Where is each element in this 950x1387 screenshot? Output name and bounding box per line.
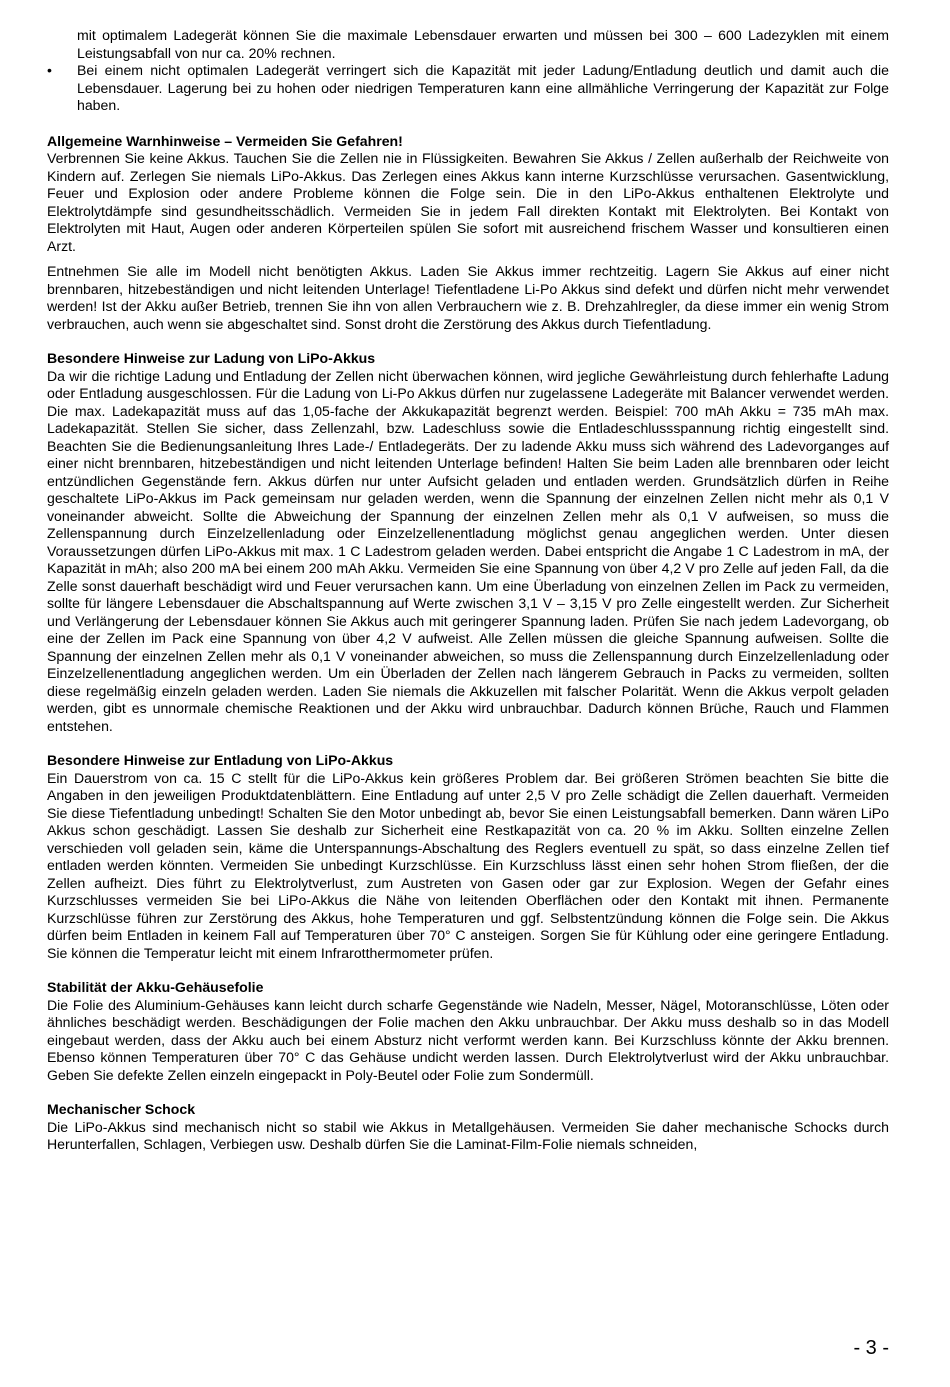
section-heading: Mechanischer Schock	[47, 1101, 196, 1117]
section-heading: Allgemeine Warnhinweise – Vermeiden Sie Gefahren!	[47, 132, 403, 149]
section-discharging	[47, 752, 889, 962]
bullet-list	[47, 27, 889, 115]
document-page	[47, 27, 889, 1154]
page-number: - 3 -	[853, 1337, 889, 1359]
paragraph: Ein Dauerstrom von ca. 15 C stellt für die LiPo-Akkus kein größeres Problem dar. Bei größeren Strömen beachten Sie bitte die Angaben in den jeweiligen Produktdatenblättern. Eine Entladung auf unter 2,5 V pro Zelle schädigt die Zellen dauerhaft. Vermeiden Sie diese Tiefentladung unbedingt! Schalten Sie den Motor unbedingt ab, bevor Sie einen Leistungsabfall bemerken. Dann wären LiPo Akkus schon geschädigt. Lassen Sie deshalb zur Sicherheit eine Restkapazität von ca. 20 % im Akku. Sollten einzelne Zellen verschieden voll geladen sein, käme die Unterspannungs-Abschaltung des Reglers eventuell zu spät, so dass einzelne Zellen tief entladen werden könnten. Vermeiden Sie unbedingt Kurzschlüsse. Ein Kurzschluss lässt einen sehr hohen Strom fließen, der die Zellen aufheizt. Dies führt zu Elektrolytverlust, zum Austreten von Gasen oder gar zur Explosion. Wegen der Gefahr eines Kurzschlusses vermeiden Sie bei LiPo-Akkus die Nähe von leitenden Oberflächen oder den Kontakt mit ihnen. Permanente Kurzschlüsse führen zur Zerstörung des Akkus, hohe Temperaturen und ggf. Selbstentzündung können die Folge sein. Die Akkus dürfen beim Entladen in keinem Fall auf Temperaturen über 70° C ansteigen. Sorgen Sie für Kühlung oder eine geringere Entladung. Sie können die Temperatur leicht mit einem Infrarotthermometer prüfen.	[47, 769, 889, 961]
bullet-dot-icon: •	[47, 62, 52, 78]
bullet-item-continued	[47, 27, 889, 62]
paragraph: Die LiPo-Akkus sind mechanisch nicht so stabil wie Akkus in Metallgehäusen. Vermeiden Sie daher mechanische Schocks durch Herunterfallen, Schlagen, Verbiegen usw. Deshalb dürfen Sie die Laminat-Film-Folie niemals schneiden,	[47, 1118, 889, 1152]
section-heading: Besondere Hinweise zur Ladung von LiPo-Akkus	[47, 350, 376, 366]
bullet-text: mit optimalem Ladegerät können Sie die maximale Lebensdauer erwarten und müssen bei 300 – 600 Ladezyklen mit einem Leistungsabfall von nur ca. 20% rechnen.	[77, 27, 889, 61]
section-charging	[47, 350, 889, 735]
bullet-text: Bei einem nicht optimalen Ladegerät verringert sich die Kapazität mit jeder Ladung/Entladung deutlich und damit auch die Lebensdauer. Lagerung bei zu hohen oder niedrigen Temperaturen kann eine allmähliche Verringerung der Kapazität zur Folge haben.	[77, 62, 889, 113]
section-housing-foil	[47, 979, 889, 1084]
bullet-item	[47, 62, 889, 115]
section-heading: Besondere Hinweise zur Entladung von LiPo-Akkus	[47, 752, 394, 768]
section-heading: Stabilität der Akku-Gehäusefolie	[47, 979, 264, 995]
paragraph: Entnehmen Sie alle im Modell nicht benötigten Akkus. Laden Sie Akkus immer rechtzeitig. Lagern Sie Akkus auf einer nicht brennbaren, hitzebeständigen und nicht leitenden Unterlage! Tiefentladene Li-Po Akkus sind defekt und dürfen nicht mehr verwendet werden! Ist der Akku außer Betrieb, trennen Sie ihn von allen Verbrauchern wie z. B. Drehzahlregler, da diese immer ein wenig Strom verbrauchen, auch wenn sie abgeschaltet sind. Sonst droht die Zerstörung des Akkus durch Tiefentladung.	[47, 263, 889, 332]
paragraph: Da wir die richtige Ladung und Entladung der Zellen nicht überwachen können, wird jegliche Gewährleistung durch fehlerhafte Ladung oder Entladung ausgeschlossen. Für die Ladung von Li-Po Akkus dürfen nur zugelassene Ladegeräte mit Balancer verwendet werden. Die max. Ladekapazität muss auf das 1,05-fache der Akkukapazität begrenzt werden. Beispiel: 700 mAh Akku = 735 mAh max. Ladekapazität. Stellen Sie sicher, dass Zellenzahl, bzw. Ladeschluss sowie die Entladeschlussspannung richtig eingestellt sind. Beachten Sie die Bedienungsanleitung Ihres Lade-/ Entladegeräts. Der zu ladende Akku muss sich während des Ladevorganges auf einer nicht brennbaren, hitzebeständigen und nicht leitenden Unterlage befinden! Halten Sie beim Laden alle brennbaren oder leicht entzündlichen Gegenstände fern. Akkus dürfen nur unter Aufsicht geladen und entladen werden. Grundsätzlich dürfen in Reihe geschaltete LiPo-Akkus im Pack gemeinsam nur geladen werden, wenn die Spannung der einzelnen Zellen nicht mehr als 0,1 V voneinander abweicht. Sollte die Abweichung der Spannung der einzelnen Zellen mehr als 0,1 V aufweisen, so muss die Zellenspannung durch Einzelzellenladung oder Einzelzellenentladung möglichst genau angeglichen werden. Unter diesen Voraussetzungen dürfen LiPo-Akkus mit max. 1 C Ladestrom geladen werden. Dabei entspricht die Angabe 1 C Ladestrom in mA, der Kapazität in mAh; also 200 mA bei einem 200 mAh Akku. Vermeiden Sie eine Spannung von über 4,2 V pro Zelle auf jeden Fall, da die Zelle sonst dauerhaft beschädigt wird und Feuer verursachen kann. Um eine Überladung von einzelnen Zellen im Pack zu vermeiden, sollte für längere Lebensdauer die Abschaltspannung auf Werte zwischen 3,1 V – 3,15 V pro Zelle eingestellt werden. Zur Sicherheit und Verlängerung der Lebensdauer können Sie Akkus auch mit geringerer Spannung laden. Prüfen Sie nach jedem Ladevorgang, ob eine der Zellen im Pack eine Spannung von über 4,2 V aufweist. Alle Zellen müssen die gleiche Spannung aufweisen. Sollte die Spannung der einzelnen Zellen mehr als 0,1 V voneinander abweichen, so muss die Zellenspannung durch Einzelzellenladung oder Einzelzellenentladung angeglichen werden. Um ein Überladen der Zellen nach längerem Gebrauch in Packs zu vermeiden, sollten diese regelmäßig einzeln geladen werden. Laden Sie niemals die Akkuzellen mit falscher Polarität. Wenn die Akkus verpolt geladen werden, gibt es unnormale chemische Reaktionen und der Akku wird unbrauchbar. Dadurch können Brüche, Rauch und Flammen entstehen.	[47, 367, 889, 734]
paragraph: Verbrennen Sie keine Akkus. Tauchen Sie die Zellen nie in Flüssigkeiten. Bewahren Sie Akkus / Zellen außerhalb der Reichweite von Kindern auf. Zerlegen Sie niemals LiPo-Akkus. Das Zerlegen eines Akkus kann interne Kurzschlüsse verursachen. Gasentwicklung, Feuer und Explosion oder andere Probleme können die Folge sein. Die in den LiPo-Akkus enthaltenen Elektrolyte und Elektrolytdämpfe sind gesundheitsschädlich. Vermeiden Sie in jedem Fall direkten Kontakt mit Elektrolyten. Bei Kontakt von Elektrolyten mit Haut, Augen oder anderen Körperteilen spülen Sie sofort mit ausreichend frischem Wasser und konsultieren einen Arzt.	[47, 150, 889, 254]
paragraph: Die Folie des Aluminium-Gehäuses kann leicht durch scharfe Gegenstände wie Nadeln, Messer, Nägel, Motoranschlüsse, Löten oder ähnliches beschädigt werden. Beschädigungen der Folie machen den Akku unbrauchbar. Der Akku muss deshalb so in das Modell eingebaut werden, dass der Akku auch bei einem Absturz nicht verformt werden kann. Bei Kurzschluss könnte der Akku brennen. Ebenso können Temperaturen über 70° C das Gehäuse undicht werden lassen. Durch Elektrolytverlust wird der Akku unbrauchbar. Geben Sie defekte Zellen einzeln eingepackt in Poly-Beutel oder Folie zum Sondermüll.	[47, 996, 889, 1083]
section-mechanical-shock	[47, 1101, 889, 1154]
section-general-warnings	[47, 133, 889, 334]
